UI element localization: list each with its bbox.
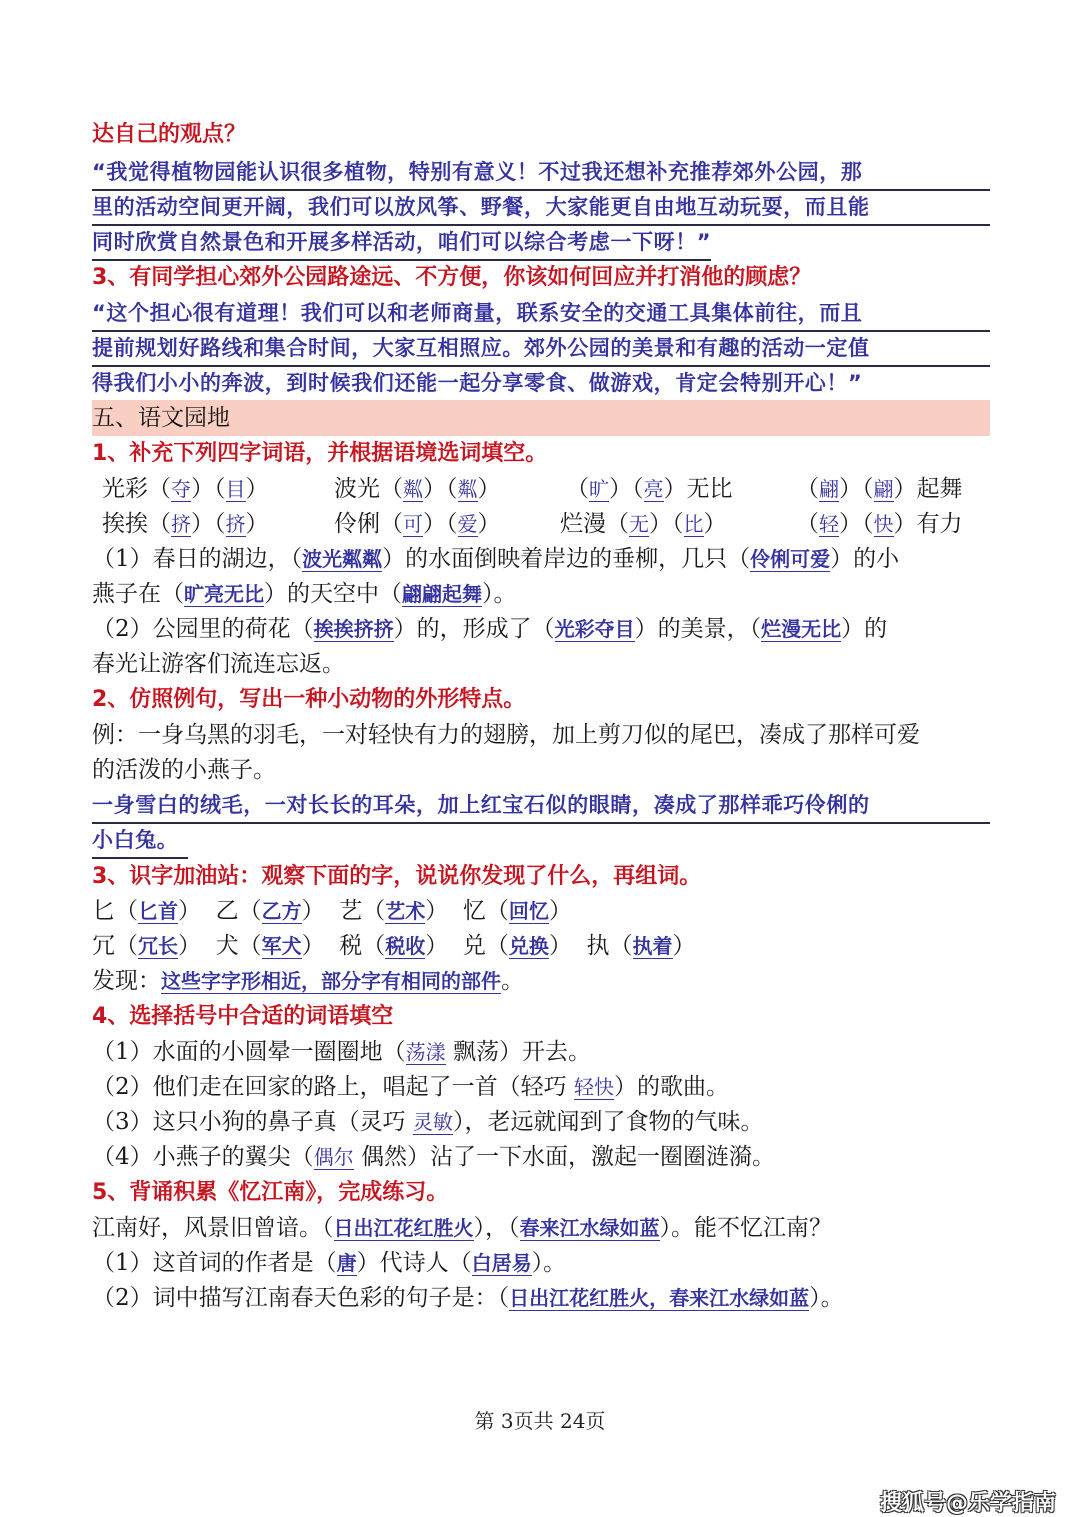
section-header [92,400,990,436]
fill-sentence: （2）公园里的荷花（挨挨挤挤）的，形成了（光彩夺目）的美景，（烂漫无比）的 [92,616,888,642]
idiom-item: （轻）（快）有力 [796,511,963,537]
idiom-item: （旷）（亮）无比 [566,476,733,502]
example-line: 的活泼的小燕子。 [92,757,276,783]
char-row-2: 冗（冗长） 犬（军犬） 税（税收） 兑（兑换） 执（执着） [92,933,696,959]
choice-item: （2）他们走在回家的路上，唱起了一首（轻巧 轻快）的歌曲。 [92,1074,729,1100]
choice-item: （1）水面的小圆晕一圈圈地（荡漾 飘荡）开去。 [92,1039,591,1065]
exercise-4-question: 4、选择括号中合适的词语填空 [92,1004,394,1029]
answer-line: “这个担心很有道理！我们可以和老师商量，联系安全的交通工具集体前往，而且 [92,296,990,332]
answer-line: 一身雪白的绒毛，一对长长的耳朵，加上红宝石似的眼睛，凑成了那样乖巧伶俐的 [92,788,990,824]
idiom-item: 烂漫（无）（比） [560,511,727,537]
char-row-1: 匕（匕首） 乙（乙方） 艺（艺术） 忆（回忆） [92,898,572,924]
fill-sentence: （1）春日的湖边，（波光粼粼）的水面倒映着岸边的垂柳，几只（伶俐可爱）的小 [92,546,900,572]
idiom-item: （翩）（翩）起舞 [796,476,963,502]
question-3: 3、有同学担心郊外公园路途远、不方便，你该如何回应并打消他的顾虑？ [92,265,812,290]
exercise-1-question: 1、补充下列四字词语，并根据语境选词填空。 [92,441,548,466]
watermark: 搜狐号@乐学指南 [879,1491,1056,1516]
question-tail: 达自己的观点？ [92,122,247,147]
section-title: 五、语文园地 [92,405,230,431]
finding-line: 发现：这些字字形相近，部分字有相同的部件。 [92,968,524,994]
page-indicator: 第 3页共 24页 [474,1409,606,1433]
exercise-5-question: 5、背诵积累《忆江南》，完成练习。 [92,1180,449,1205]
answer-line: 得我们小小的奔波，到时候我们还能一起分享零食、做游戏，肯定会特别开心！” [92,366,958,402]
fill-sentence: 春光让游客们流连忘返。 [92,651,345,677]
idiom-item: 伶俐（可）（爱） [334,511,501,537]
poem-question-2: （2）词中描写江南春天色彩的句子是：（日出江花红胜火，春来江水绿如蓝）。 [92,1285,844,1311]
idiom-item: 光彩（夺）（目） [102,476,269,502]
answer-line: 小白兔。 [92,823,188,859]
choice-item: （4）小燕子的翼尖（偶尔 偶然）沾了一下水面，激起一圈圈涟漪。 [92,1144,775,1170]
exercise-2-question: 2、仿照例句，写出一种小动物的外形特点。 [92,687,526,712]
idiom-item: 波光（粼）（粼） [334,476,501,502]
answer-line: “我觉得植物园能认识很多植物，特别有意义！不过我还想补充推荐郊外公园，那 [92,155,990,191]
poem-question-1: （1）这首词的作者是（唐）代诗人（白居易）。 [92,1250,567,1276]
idiom-item: 挨挨（挤）（挤） [102,511,269,537]
exercise-3-question: 3、识字加油站：观察下面的字，说说你发现了什么，再组词。 [92,864,702,889]
example-line: 例：一身乌黑的羽毛，一对轻快有力的翅膀，加上剪刀似的尾巴，凑成了那样可爱 [92,722,920,748]
answer-line: 同时欣赏自然景色和开展多样活动，咱们可以综合考虑一下呀！” [92,225,711,261]
answer-line: 里的活动空间更开阔，我们可以放风筝、野餐，大家能更自由地互动玩耍，而且能 [92,190,990,226]
fill-sentence: 燕子在（旷亮无比）的天空中（翩翩起舞）。 [92,581,517,607]
poem-line: 江南好，风景旧曾谙。（日出江花红胜火），（春来江水绿如蓝）。能不忆江南？ [92,1215,832,1241]
choice-item: （3）这只小狗的鼻子真（灵巧 灵敏），老远就闻到了食物的气味。 [92,1109,764,1135]
answer-line: 提前规划好路线和集合时间，大家互相照应。郊外公园的美景和有趣的活动一定值 [92,331,990,367]
